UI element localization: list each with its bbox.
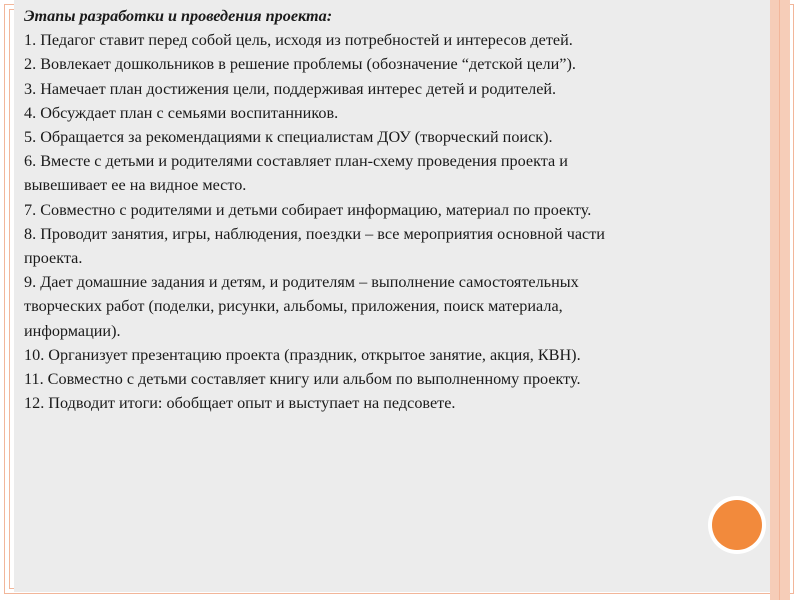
list-line: 3. Намечает план достижения цели, поддерживая интерес детей и родителей. xyxy=(24,79,557,98)
list-line: информации). xyxy=(24,321,121,340)
slide-text xyxy=(24,4,768,415)
list-line: 12. Подводит итоги: обобщает опыт и выступает на педсовете. xyxy=(24,394,456,413)
slide-heading: Этапы разработки и проведения проекта: xyxy=(24,7,333,25)
list-line: 9. Дает домашние задания и детям, и родителям – выполнение самостоятельных xyxy=(24,273,579,292)
list-line: 5. Обращается за рекомендациями к специалистам ДОУ (творческий поиск). xyxy=(24,128,553,147)
list-line: творческих работ (поделки, рисунки, альбомы, приложения, поиск материала, xyxy=(24,297,563,316)
list-line: 7. Совместно с родителями и детьми собирает информацию, материал по проекту. xyxy=(24,200,592,219)
list-line: 6. Вместе с детьми и родителями составляет план-схему проведения проекта и xyxy=(24,152,568,171)
list-line: 8. Проводит занятия, игры, наблюдения, поездки – все мероприятия основной части xyxy=(24,224,605,243)
list-line: вывешивает ее на видное место. xyxy=(24,176,247,195)
accent-circle xyxy=(712,500,762,550)
accent-bar xyxy=(770,0,790,600)
accent-bar-divider xyxy=(779,0,780,600)
list-line: проекта. xyxy=(24,249,83,268)
list-line: 4. Обсуждает план с семьями воспитанников. xyxy=(24,103,339,122)
list-line: 2. Вовлекает дошкольников в решение проблемы (обозначение “детской цели”). xyxy=(24,55,576,74)
list-line: 1. Педагог ставит перед собой цель, исходя из потребностей и интересов детей. xyxy=(24,31,573,50)
list-line: 10. Организует презентацию проекта (праздник, открытое занятие, акция, КВН). xyxy=(24,345,581,364)
list-line: 11. Совместно с детьми составляет книгу или альбом по выполненному проекту. xyxy=(24,370,581,389)
